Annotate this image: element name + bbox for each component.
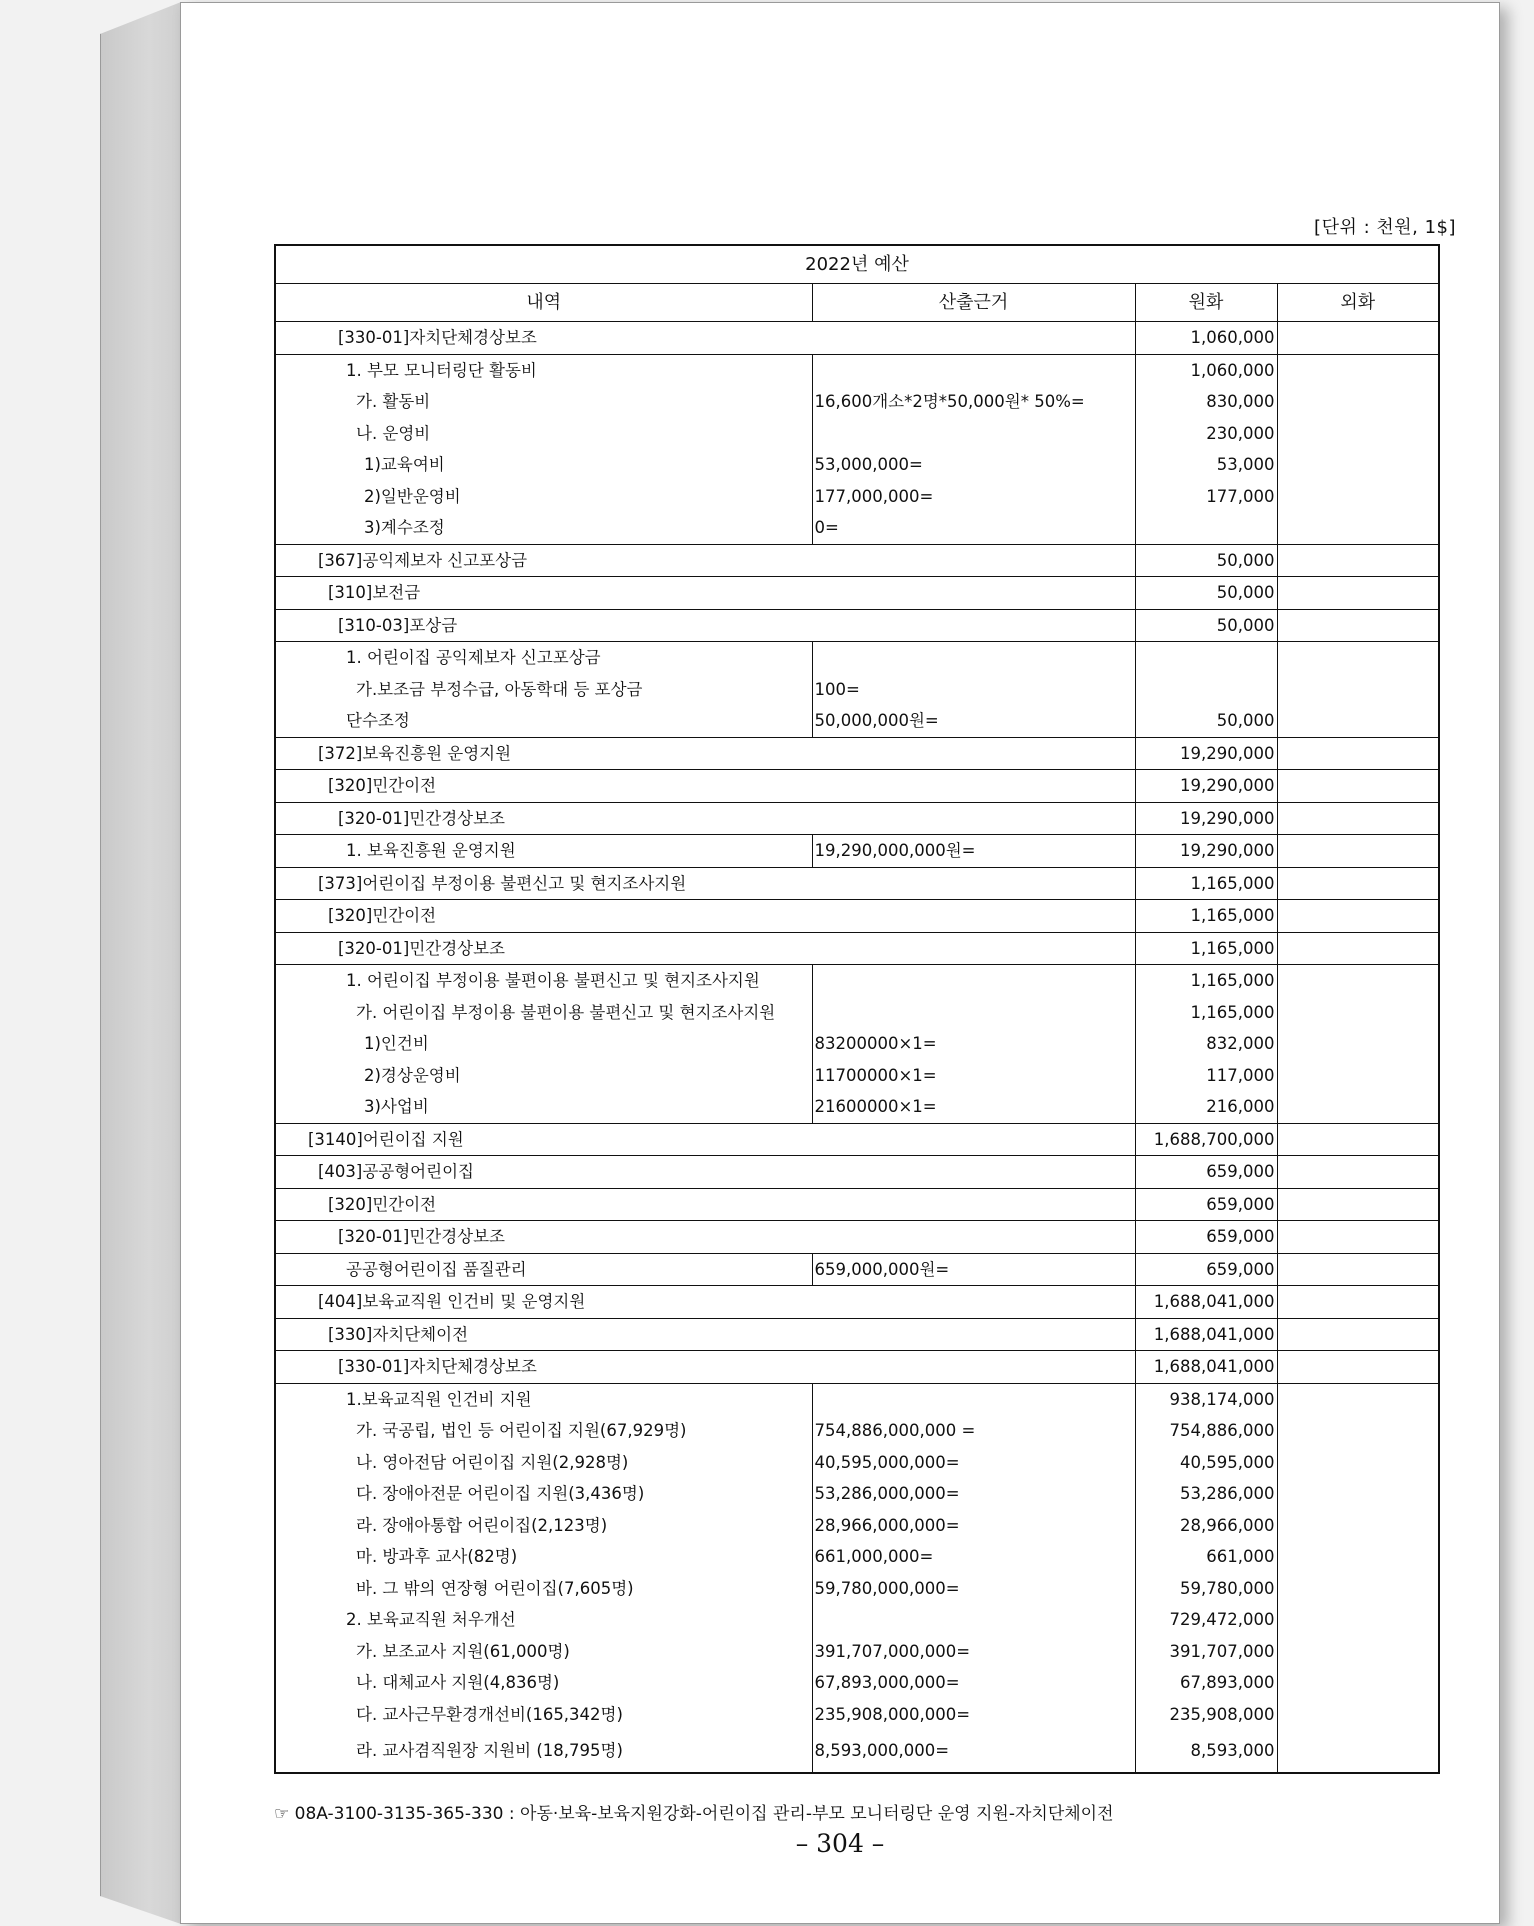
cell-foreign [1277, 737, 1439, 770]
table-row [275, 1156, 1439, 1189]
cell-krw: 659,000 [1135, 1253, 1277, 1286]
table-row [275, 1730, 1439, 1773]
cell-basis [812, 1604, 1135, 1636]
cell-item: 가.보조금 부정수급, 아동학대 등 포상금 [275, 674, 812, 706]
cell-item: 3)계수조정 [275, 512, 812, 544]
cell-krw: 832,000 [1135, 1028, 1277, 1060]
table-row [275, 1383, 1439, 1415]
budget-table-body [275, 322, 1439, 1774]
cell-basis [812, 418, 1135, 450]
cell-item: [310-03]포상금 [275, 609, 1135, 642]
table-row [275, 544, 1439, 577]
cell-foreign [1277, 1351, 1439, 1384]
cell-krw: 1,688,700,000 [1135, 1123, 1277, 1156]
cell-item: 3)사업비 [275, 1091, 812, 1123]
cell-krw: 1,165,000 [1135, 965, 1277, 997]
cell-foreign [1277, 674, 1439, 706]
cell-foreign [1277, 1415, 1439, 1447]
book-spine-edge [100, 2, 181, 1924]
cell-basis [812, 997, 1135, 1029]
cell-item: [320-01]민간경상보조 [275, 802, 1135, 835]
cell-krw: 1,165,000 [1135, 900, 1277, 933]
cell-krw: 19,290,000 [1135, 737, 1277, 770]
table-row [275, 932, 1439, 965]
cell-item: [404]보육교직원 인건비 및 운영지원 [275, 1286, 1135, 1319]
cell-foreign [1277, 1667, 1439, 1699]
cell-krw: 216,000 [1135, 1091, 1277, 1123]
cell-krw [1135, 512, 1277, 544]
page-number: – 304 – [795, 1829, 885, 1858]
cell-krw: 19,290,000 [1135, 802, 1277, 835]
cell-foreign [1277, 1478, 1439, 1510]
cell-basis: 391,707,000,000= [812, 1636, 1135, 1668]
cell-foreign [1277, 802, 1439, 835]
cell-item: 1. 어린이집 부정이용 불편이용 불편신고 및 현지조사지원 [275, 965, 812, 997]
cell-krw: 391,707,000 [1135, 1636, 1277, 1668]
table-row [275, 770, 1439, 803]
table-row [275, 1221, 1439, 1254]
table-row [275, 1351, 1439, 1384]
cell-item: 나. 대체교사 지원(4,836명) [275, 1667, 812, 1699]
cell-basis: 50,000,000원= [812, 705, 1135, 737]
footnote: ☞ 08A-3100-3135-365-330 : 아동·보육-보육지원강화-어린이집 관리-부모 모니터링단 운영 지원-자치단체이전 [274, 1804, 1114, 1824]
cell-item: [3140]어린이집 지원 [275, 1123, 1135, 1156]
cell-basis [812, 642, 1135, 674]
cell-foreign [1277, 1286, 1439, 1319]
cell-foreign [1277, 1604, 1439, 1636]
table-row [275, 1286, 1439, 1319]
cell-basis: 16,600개소*2명*50,000원* 50%= [812, 386, 1135, 418]
table-row [275, 1604, 1439, 1636]
header-foreign: 외화 [1277, 284, 1439, 322]
cell-krw: 117,000 [1135, 1060, 1277, 1092]
cell-foreign [1277, 1699, 1439, 1731]
cell-item: [320]민간이전 [275, 770, 1135, 803]
cell-item: 2)일반운영비 [275, 481, 812, 513]
header-krw: 원화 [1135, 284, 1277, 322]
cell-item: 가. 보조교사 지원(61,000명) [275, 1636, 812, 1668]
cell-basis: 754,886,000,000 = [812, 1415, 1135, 1447]
cell-krw: 1,060,000 [1135, 322, 1277, 355]
table-row [275, 997, 1439, 1029]
cell-item: [403]공공형어린이집 [275, 1156, 1135, 1189]
cell-item: 2)경상운영비 [275, 1060, 812, 1092]
cell-foreign [1277, 1156, 1439, 1189]
cell-item: [320-01]민간경상보조 [275, 932, 1135, 965]
cell-krw: 230,000 [1135, 418, 1277, 450]
cell-foreign [1277, 449, 1439, 481]
cell-basis: 83200000×1= [812, 1028, 1135, 1060]
table-row [275, 418, 1439, 450]
cell-krw: 754,886,000 [1135, 1415, 1277, 1447]
cell-foreign [1277, 1221, 1439, 1254]
cell-foreign [1277, 1383, 1439, 1415]
cell-krw: 659,000 [1135, 1221, 1277, 1254]
cell-item: 나. 영아전담 어린이집 지원(2,928명) [275, 1447, 812, 1479]
cell-item: [372]보육진흥원 운영지원 [275, 737, 1135, 770]
header-item: 내역 [275, 284, 812, 322]
table-row [275, 609, 1439, 642]
cell-basis: 53,000,000= [812, 449, 1135, 481]
cell-krw: 1,165,000 [1135, 867, 1277, 900]
table-row [275, 449, 1439, 481]
cell-foreign [1277, 1188, 1439, 1221]
cell-basis: 67,893,000,000= [812, 1667, 1135, 1699]
cell-basis: 8,593,000,000= [812, 1730, 1135, 1773]
table-row [275, 512, 1439, 544]
cell-foreign [1277, 932, 1439, 965]
cell-krw: 1,165,000 [1135, 932, 1277, 965]
cell-item: [373]어린이집 부정이용 불편신고 및 현지조사지원 [275, 867, 1135, 900]
cell-foreign [1277, 577, 1439, 610]
cell-krw: 53,000 [1135, 449, 1277, 481]
cell-krw: 659,000 [1135, 1156, 1277, 1189]
cell-item: [330]자치단체이전 [275, 1318, 1135, 1351]
cell-foreign [1277, 1253, 1439, 1286]
cell-krw: 659,000 [1135, 1188, 1277, 1221]
cell-krw: 50,000 [1135, 609, 1277, 642]
cell-basis [812, 354, 1135, 386]
cell-foreign [1277, 997, 1439, 1029]
table-row [275, 835, 1439, 868]
cell-basis: 53,286,000,000= [812, 1478, 1135, 1510]
cell-item: 가. 어린이집 부정이용 불편이용 불편신고 및 현지조사지원 [275, 997, 812, 1029]
cell-krw: 1,688,041,000 [1135, 1318, 1277, 1351]
cell-item: 1. 어린이집 공익제보자 신고포상금 [275, 642, 812, 674]
cell-krw: 729,472,000 [1135, 1604, 1277, 1636]
cell-item: 1)교육여비 [275, 449, 812, 481]
cell-krw: 830,000 [1135, 386, 1277, 418]
header-basis: 산출근거 [812, 284, 1135, 322]
cell-item: 바. 그 밖의 연장형 어린이집(7,605명) [275, 1573, 812, 1605]
cell-item: 라. 교사겸직원장 지원비 (18,795명) [275, 1730, 812, 1773]
cell-basis: 0= [812, 512, 1135, 544]
cell-krw: 28,966,000 [1135, 1510, 1277, 1542]
cell-item: 가. 활동비 [275, 386, 812, 418]
table-row [275, 1667, 1439, 1699]
table-row [275, 1318, 1439, 1351]
cell-foreign [1277, 386, 1439, 418]
table-row [275, 1636, 1439, 1668]
cell-foreign [1277, 322, 1439, 355]
cell-krw: 53,286,000 [1135, 1478, 1277, 1510]
cell-item: [367]공익제보자 신고포상금 [275, 544, 1135, 577]
cell-krw: 50,000 [1135, 544, 1277, 577]
cell-basis: 659,000,000원= [812, 1253, 1135, 1286]
cell-krw: 67,893,000 [1135, 1667, 1277, 1699]
cell-item: 마. 방과후 교사(82명) [275, 1541, 812, 1573]
cell-krw [1135, 674, 1277, 706]
cell-krw: 1,688,041,000 [1135, 1286, 1277, 1319]
budget-table [274, 244, 1440, 1774]
cell-basis: 100= [812, 674, 1135, 706]
cell-basis: 21600000×1= [812, 1091, 1135, 1123]
table-row [275, 900, 1439, 933]
cell-item: 1. 보육진흥원 운영지원 [275, 835, 812, 868]
table-row [275, 1510, 1439, 1542]
cell-foreign [1277, 544, 1439, 577]
cell-krw: 938,174,000 [1135, 1383, 1277, 1415]
table-row [275, 705, 1439, 737]
table-row [275, 1123, 1439, 1156]
cell-basis: 19,290,000,000원= [812, 835, 1135, 868]
cell-foreign [1277, 1060, 1439, 1092]
cell-item: [320-01]민간경상보조 [275, 1221, 1135, 1254]
document-page [180, 2, 1500, 1924]
table-row [275, 965, 1439, 997]
cell-krw: 19,290,000 [1135, 835, 1277, 868]
cell-foreign [1277, 609, 1439, 642]
cell-krw: 661,000 [1135, 1541, 1277, 1573]
cell-foreign [1277, 1318, 1439, 1351]
cell-basis [812, 965, 1135, 997]
table-row [275, 867, 1439, 900]
table-row [275, 1415, 1439, 1447]
cell-foreign [1277, 481, 1439, 513]
cell-krw: 1,060,000 [1135, 354, 1277, 386]
cell-krw: 8,593,000 [1135, 1730, 1277, 1773]
cell-krw: 1,688,041,000 [1135, 1351, 1277, 1384]
cell-item: [330-01]자치단체경상보조 [275, 1351, 1135, 1384]
cell-foreign [1277, 1730, 1439, 1773]
cell-krw: 177,000 [1135, 481, 1277, 513]
cell-krw: 50,000 [1135, 705, 1277, 737]
table-row [275, 1060, 1439, 1092]
table-row [275, 802, 1439, 835]
table-row [275, 481, 1439, 513]
cell-foreign [1277, 1123, 1439, 1156]
cell-basis: 661,000,000= [812, 1541, 1135, 1573]
cell-basis: 40,595,000,000= [812, 1447, 1135, 1479]
cell-item: 1)인건비 [275, 1028, 812, 1060]
cell-item: 라. 장애아통합 어린이집(2,123명) [275, 1510, 812, 1542]
table-row [275, 1699, 1439, 1731]
cell-basis [812, 1383, 1135, 1415]
table-row [275, 354, 1439, 386]
cell-foreign [1277, 900, 1439, 933]
table-row [275, 1028, 1439, 1060]
table-row [275, 1573, 1439, 1605]
cell-foreign [1277, 1636, 1439, 1668]
table-row [275, 1188, 1439, 1221]
table-row [275, 1253, 1439, 1286]
cell-item: 나. 운영비 [275, 418, 812, 450]
table-row [275, 674, 1439, 706]
cell-item: 다. 장애아전문 어린이집 지원(3,436명) [275, 1478, 812, 1510]
cell-foreign [1277, 642, 1439, 674]
cell-foreign [1277, 1510, 1439, 1542]
cell-item: 공공형어린이집 품질관리 [275, 1253, 812, 1286]
cell-foreign [1277, 770, 1439, 803]
table-row [275, 1541, 1439, 1573]
cell-foreign [1277, 1091, 1439, 1123]
cell-krw: 59,780,000 [1135, 1573, 1277, 1605]
cell-foreign [1277, 354, 1439, 386]
cell-foreign [1277, 512, 1439, 544]
cell-krw [1135, 642, 1277, 674]
cell-item: 2. 보육교직원 처우개선 [275, 1604, 812, 1636]
cell-basis: 28,966,000,000= [812, 1510, 1135, 1542]
cell-foreign [1277, 867, 1439, 900]
table-row [275, 1447, 1439, 1479]
cell-item: [310]보전금 [275, 577, 1135, 610]
cell-basis: 235,908,000,000= [812, 1699, 1135, 1731]
cell-item: 1. 부모 모니터링단 활동비 [275, 354, 812, 386]
cell-foreign [1277, 1028, 1439, 1060]
cell-krw: 235,908,000 [1135, 1699, 1277, 1731]
cell-item: [330-01]자치단체경상보조 [275, 322, 1135, 355]
cell-item: 1.보육교직원 인건비 지원 [275, 1383, 812, 1415]
cell-foreign [1277, 705, 1439, 737]
cell-item: 가. 국공립, 법인 등 어린이집 지원(67,929명) [275, 1415, 812, 1447]
table-row [275, 1091, 1439, 1123]
cell-foreign [1277, 1573, 1439, 1605]
cell-foreign [1277, 965, 1439, 997]
table-row [275, 322, 1439, 355]
table-row [275, 737, 1439, 770]
cell-krw: 40,595,000 [1135, 1447, 1277, 1479]
cell-foreign [1277, 418, 1439, 450]
cell-basis: 59,780,000,000= [812, 1573, 1135, 1605]
cell-item: 다. 교사근무환경개선비(165,342명) [275, 1699, 812, 1731]
cell-krw: 1,165,000 [1135, 997, 1277, 1029]
table-row [275, 642, 1439, 674]
unit-note: [단위 : 천원, 1$] [1314, 217, 1456, 238]
cell-basis: 11700000×1= [812, 1060, 1135, 1092]
cell-item: [320]민간이전 [275, 900, 1135, 933]
cell-basis: 177,000,000= [812, 481, 1135, 513]
cell-foreign [1277, 835, 1439, 868]
table-row [275, 577, 1439, 610]
cell-foreign [1277, 1447, 1439, 1479]
cell-item: 단수조정 [275, 705, 812, 737]
table-title: 2022년 예산 [275, 245, 1439, 284]
cell-krw: 19,290,000 [1135, 770, 1277, 803]
table-row [275, 386, 1439, 418]
cell-krw: 50,000 [1135, 577, 1277, 610]
cell-item: [320]민간이전 [275, 1188, 1135, 1221]
table-row [275, 1478, 1439, 1510]
cell-foreign [1277, 1541, 1439, 1573]
